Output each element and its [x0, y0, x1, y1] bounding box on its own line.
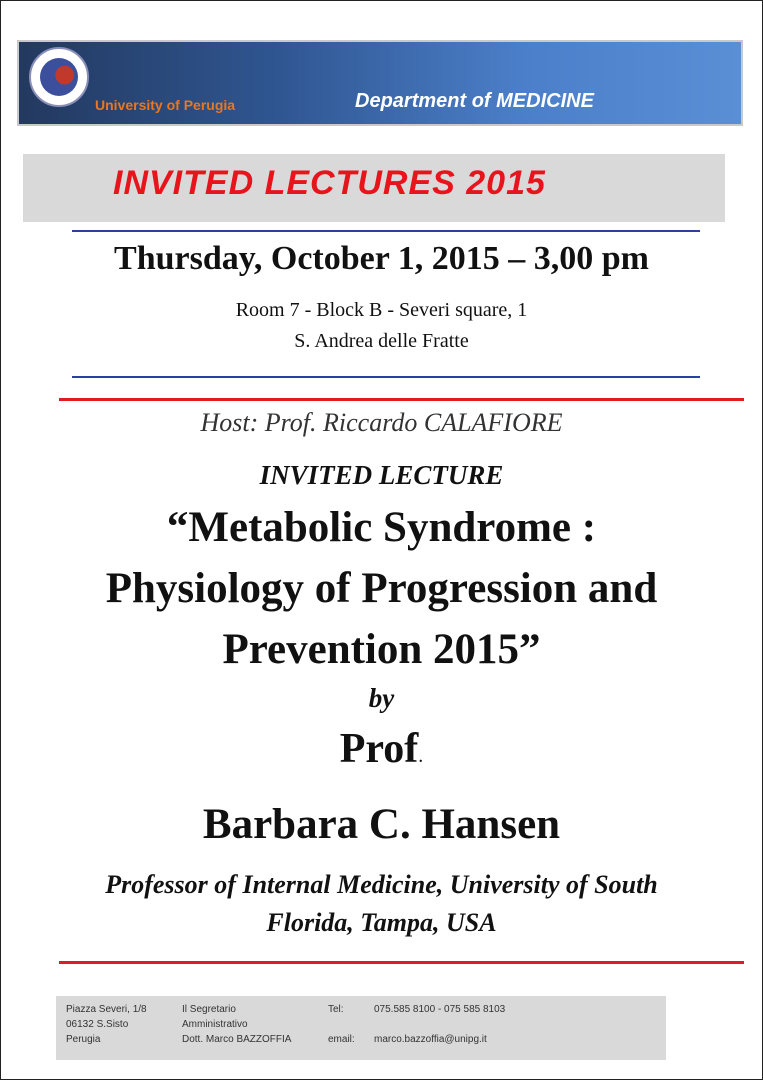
address-line: 06132 S.Sisto [66, 1019, 129, 1030]
divider-red-bottom [59, 961, 744, 964]
divider-blue-bottom [72, 376, 700, 378]
by-label: by [368, 683, 395, 713]
event-location: S. Andrea delle Fratte [294, 330, 469, 352]
department-name: Department of MEDICINE [355, 90, 594, 112]
lectures-banner [23, 154, 725, 222]
footer-contact [56, 996, 666, 1060]
speaker-prefix [0, 725, 763, 773]
banner-title: INVITED LECTURES 2015 [113, 164, 546, 202]
lecture-host: Host: Prof. Riccardo CALAFIORE [200, 408, 563, 437]
footer-contact-labels [328, 1002, 355, 1047]
secretary-line: Il Segretario [182, 1004, 236, 1015]
tel-label: Tel: [328, 1004, 344, 1015]
speaker-name: Barbara C. Hansen [202, 801, 561, 848]
event-datetime: Thursday, October 1, 2015 – 3,00 pm [114, 240, 649, 277]
address-line: Perugia [66, 1034, 101, 1045]
footer-secretary [182, 1002, 291, 1047]
divider-red-top [59, 398, 744, 401]
event-room: Room 7 - Block B - Severi square, 1 [235, 299, 528, 321]
divider-blue-top [72, 230, 700, 232]
email-label: email: [328, 1034, 355, 1045]
email-link[interactable]: marco.bazzoffia@unipg.it [374, 1034, 487, 1045]
speaker-prefix-text: Prof [339, 726, 419, 772]
footer-address [66, 1002, 147, 1047]
secretary-line: Amministrativo [182, 1019, 248, 1030]
lecture-title-line: Physiology of Progression and [105, 565, 658, 612]
address-line: Piazza Severi, 1/8 [66, 1004, 147, 1015]
speaker-affiliation-line: Florida, Tampa, USA [266, 908, 497, 937]
secretary-line: Dott. Marco BAZZOFFIA [182, 1034, 292, 1045]
header-bar [17, 40, 743, 126]
lecture-title-line: Prevention 2015” [222, 626, 541, 673]
university-name: University of Perugia [95, 97, 236, 113]
speaker-affiliation-line: Professor of Internal Medicine, University of South [105, 870, 658, 899]
footer-contact-values [374, 1002, 505, 1047]
speaker-prefix-dot: . [418, 745, 424, 767]
tel-value: 075.585 8100 - 075 585 8103 [374, 1004, 506, 1015]
university-seal-icon [29, 47, 89, 107]
lecture-label: INVITED LECTURE [259, 460, 504, 490]
lecture-title-line: “Metabolic Syndrome : [166, 504, 597, 551]
